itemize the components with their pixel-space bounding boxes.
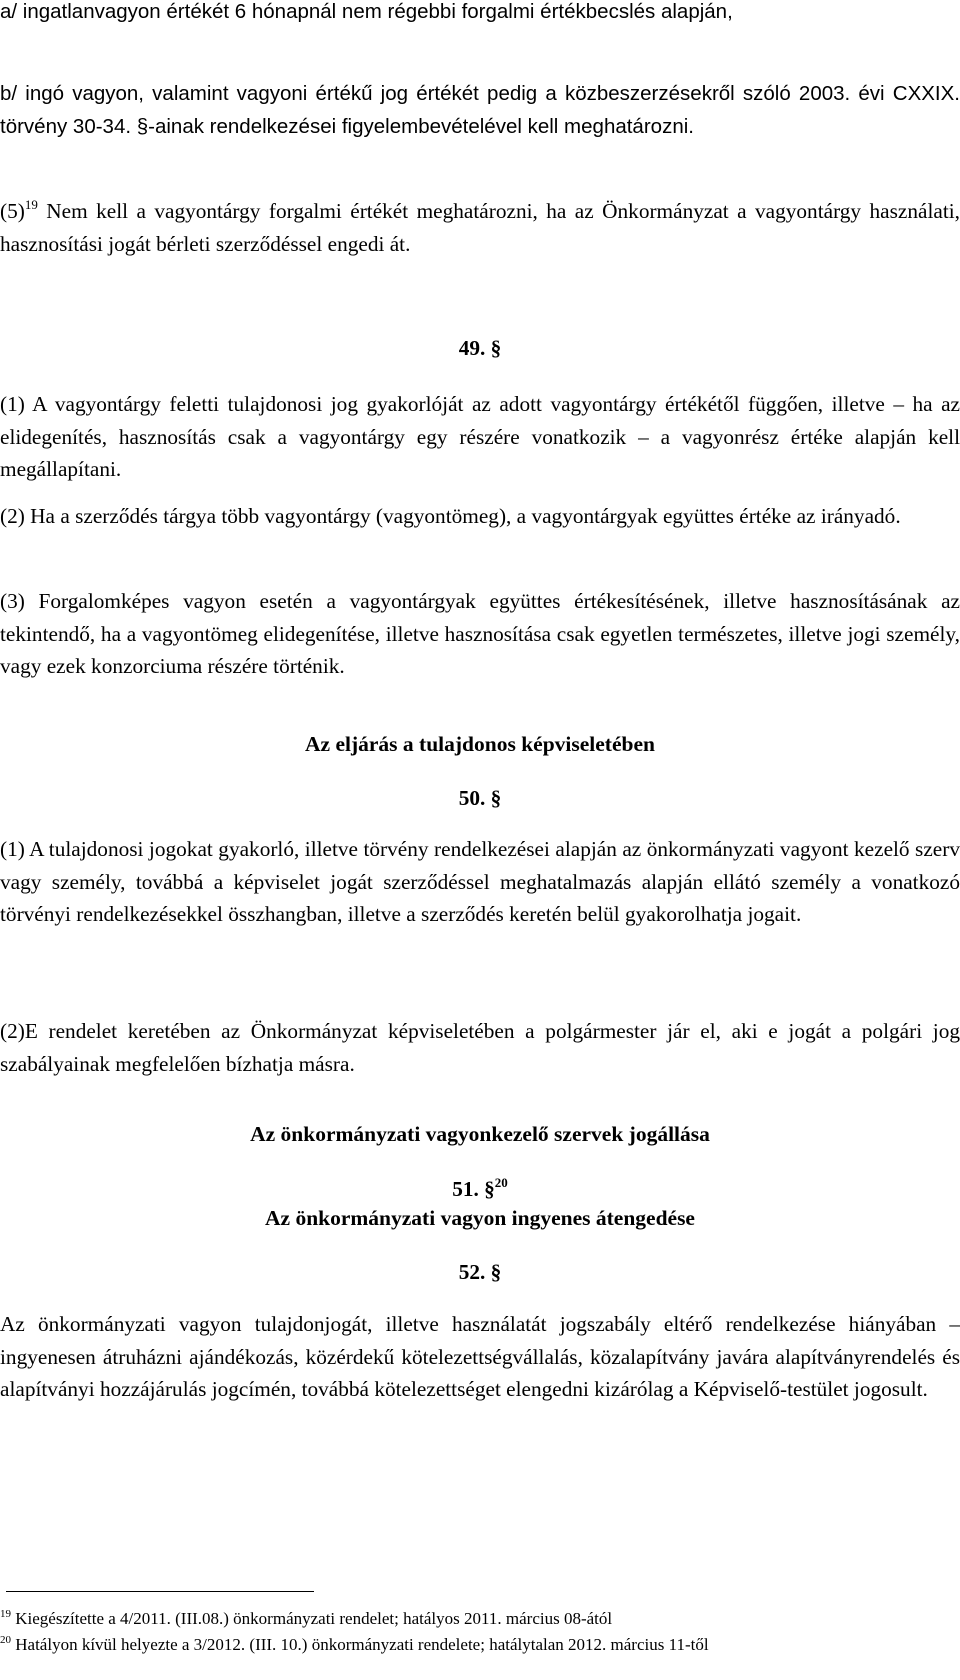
footnote-20 <box>0 1634 960 1656</box>
item-b: b/ ingó vagyon, valamint vagyoni értékű jog értékét pedig a közbeszerzésekről szóló 2003. évi CXXIX. törvény 30-34. §-ainak rendelkezései figyelembevételével kell meghatározni. <box>0 82 960 138</box>
heading-asset-managers: Az önkormányzati vagyonkezelő szervek jogállása <box>250 1122 710 1146</box>
footnote-ref-20[interactable]: 20 <box>494 1175 508 1190</box>
footnote-20-number: 20 <box>0 1634 11 1646</box>
footnote-ref-19[interactable]: 19 <box>24 197 38 212</box>
section-52-number: 52. § <box>458 1260 502 1284</box>
footnote-20-text: Hatályon kívül helyezte a 3/2012. (III. 10.) önkormányzati rendelete; hatálytalan 2012. március 11-től <box>11 1635 709 1654</box>
paragraph-5-text: Nem kell a vagyontárgy forgalmi értékét meghatározni, ha az Önkormányzat a vagyontárgy használati, hasznosítási jogát bérleti szerződéssel engedi át. <box>0 199 960 256</box>
section-49-number: 49. § <box>458 336 502 360</box>
item-a: a/ ingatlanvagyon értékét 6 hónapnál nem régebbi forgalmi értékbecslés alapján, <box>0 0 733 23</box>
section-49-para-3: (3) Forgalomképes vagyon esetén a vagyontárgyak együttes értékesítésének, illetve hasznosításának az tekintendő, ha a vagyontömeg elidegenítése, illetve hasznosítása csak egyetlen természetes, illetve jogi személy, vagy ezek konzorciuma részére történik. <box>0 589 960 678</box>
paragraph-5 <box>0 195 960 260</box>
heading-free-transfer: Az önkormányzati vagyon ingyenes átengedése <box>265 1206 695 1230</box>
section-51-number <box>0 1173 960 1206</box>
section-50-para-1: (1) A tulajdonosi jogokat gyakorló, illetve törvény rendelkezései alapján az önkormányzati vagyont kezelő szerv vagy személy, továbbá a képviselet jogát szerződéssel meghatalmazás alapján ellátó személy a vonatkozó törvényi rendelkezésekkel összhangban, illetve a szerződés keretén belül gyakorolhatja jogait. <box>0 837 960 926</box>
footnote-19-number: 19 <box>0 1608 11 1620</box>
section-50-number: 50. § <box>458 786 502 810</box>
section-50-para-2: (2)E rendelet keretében az Önkormányzat képviseletében a polgármester jár el, aki e jogát a polgári jog szabályainak megfelelően bízhatja másra. <box>0 1019 960 1076</box>
footnote-19 <box>0 1608 960 1630</box>
section-52-para-1: Az önkormányzati vagyon tulajdonjogát, illetve használatát jogszabály eltérő rendelkezése hiányában – ingyenesen átruházni ajándékozás, közérdekű kötelezettségvállalás, közalapítvány javára alapítványrendelés és alapítványi hozzájárulás jogcímén, továbbá kötelezettséget elengedni kizárólag a Képviselő-testület jogosult. <box>0 1312 960 1401</box>
footnote-separator <box>6 1591 314 1592</box>
heading-procedure-representation: Az eljárás a tulajdonos képviseletében <box>305 732 655 756</box>
section-49-para-1: (1) A vagyontárgy feletti tulajdonosi jog gyakorlóját az adott vagyontárgy értékétől függően, illetve – ha az elidegenítés, hasznosítás csak a vagyontárgy egy részére vonatkozik – a vagyonrész értéke alapján kell megállapítani. <box>0 392 960 481</box>
section-51-label: 51. § <box>452 1177 495 1201</box>
footnote-19-text: Kiegészítette a 4/2011. (III.08.) önkormányzati rendelet; hatályos 2011. március 08-ától <box>11 1609 613 1628</box>
section-49-para-2: (2) Ha a szerződés tárgya több vagyontárgy (vagyontömeg), a vagyontárgyak együttes értéke az irányadó. <box>0 504 901 528</box>
paragraph-5-prefix: (5) <box>0 199 25 223</box>
